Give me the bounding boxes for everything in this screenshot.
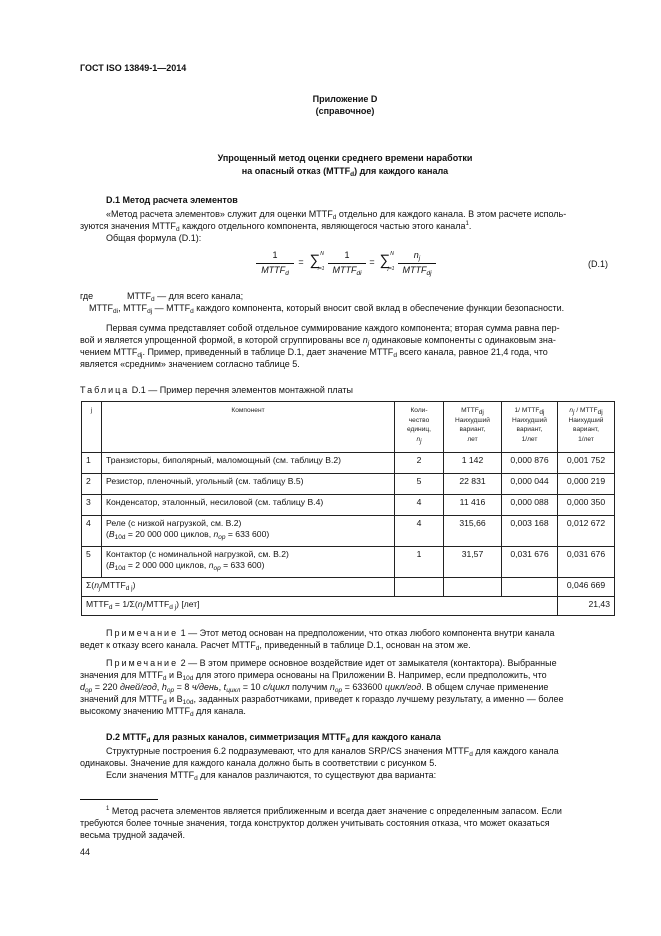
components-table [81, 401, 615, 616]
cell-inverse: 0,003 168 [502, 516, 558, 547]
note-2-line2: значения для $MTTF_d$ и $B_{10d}$ для этого примера основаны на Приложении В. Например, если предположить, что [80, 670, 547, 682]
cell-j: 5 [82, 547, 102, 578]
cell-inverse: 0,031 676 [502, 547, 558, 578]
cell-count: 2 [395, 453, 444, 474]
paragraph-line: Первая сумма представляет собой отдельное суммирование каждого компонента; вторая сумма равна пер- [106, 323, 560, 333]
note-1-line2: ведет к отказу всего канала. Расчет $MTTF_d$, приведенный в таблице D.1, основан на этом же. [80, 640, 471, 652]
table-row [82, 516, 615, 547]
formula-numerator: 1 [272, 250, 278, 260]
sum-symbol: ∑ [309, 252, 321, 269]
annex-subtitle: (справочное) [315, 106, 375, 116]
cell-count: 4 [395, 495, 444, 516]
cell-ratio: 0,000 219 [558, 474, 615, 495]
cell-mttf: 315,66 [444, 516, 502, 547]
table-row [82, 547, 615, 578]
cell-j: 4 [82, 516, 102, 547]
document-header: ГОСТ ISO 13849-1—2014 [80, 63, 187, 73]
footnote-separator [80, 799, 158, 800]
cell-count: 5 [395, 474, 444, 495]
cell-component: Транзисторы, биполярный, маломощный (см. таблицу В.2) [102, 453, 395, 474]
cell-component: Реле (с низкой нагрузкой, см. В.2) ($B_{10d} = 20$ 000 000 циклов, $n_{op} = 633$ 600) [102, 516, 395, 547]
header-j: j [82, 402, 102, 453]
table-row [82, 474, 615, 495]
paragraph-line: Структурные построения 6.2 подразумевают, что для каналов SRP/CS значения $MTTF_d$ для каждого канала [106, 746, 559, 758]
cell-ratio: 0,031 676 [558, 547, 615, 578]
table-header-row [82, 402, 615, 453]
total-value: 21,43 [558, 597, 615, 616]
section-d2-title: D.2 $MTTF_d$ для разных каналов, симметризация $MTTF_d$ для каждого канала [106, 732, 441, 744]
header-mttf: $MTTF_{dj}$ Наихудший вариант, лет [444, 402, 502, 453]
note-1: Примечание 1 — Этот метод основан на предположении, что отказ любого компонента внутри канала [106, 628, 555, 638]
page-number: 44 [80, 847, 91, 857]
cell-j: 3 [82, 495, 102, 516]
paragraph-line: Если значения $MTTF_d$ для каналов различаются, то существуют два варианта: [106, 770, 437, 782]
cell-inverse: 0,000 044 [502, 474, 558, 495]
paragraph-line: «Метод расчета элементов» служит для оценки $MTTF_d$ отдельно для каждого канала. В этом расчете исполь- [106, 209, 567, 221]
cell-inverse: 0,000 876 [502, 453, 558, 474]
formula-intro: Общая формула (D.1): [106, 233, 202, 243]
table-row [82, 453, 615, 474]
header-inverse-mttf: 1/ $MTTF_{dj}$ Наихудший вариант, 1/лет [502, 402, 558, 453]
sum-symbol: ∑ [379, 252, 391, 269]
cell-count: 1 [395, 547, 444, 578]
note-2-line5: высокому значению $MTTF_d$ для канала. [80, 706, 246, 718]
paragraph-line: вой и является упрощенной формой, в которой сгруппированы все $n_j$ одинаковые компоненты с одинаковым зна- [80, 335, 556, 347]
footnote-line2: требуются более точные значения, тогда конструктор должен учитывать состояния отказа, что может оказаться [80, 818, 550, 828]
definition-mttf-di: $MTTF_{di}$, $MTTF_{dj}$ — $MTTF_d$ каждого компонента, который вносит свой вклад в обеспечение функции безопасности. [89, 303, 565, 315]
cell-j: 1 [82, 453, 102, 474]
where-label: где [80, 291, 94, 301]
annex-heading-line2: на опасный отказ $(MTTF_d)$ для каждого канала [241, 166, 449, 178]
cell-mttf: 1 142 [444, 453, 502, 474]
header-component: Компонент [102, 402, 395, 453]
paragraph-line: чением $MTTF_{dj}$. Пример, приведенный в таблице D.1, дает значение $MTTF_d$ всего канала, равное 21,4 года, что [80, 347, 548, 359]
cell-ratio: 0,001 752 [558, 453, 615, 474]
table-row [82, 495, 615, 516]
annex-heading-line1: Упрощенный метод оценки среднего времени наработки [217, 153, 473, 163]
cell-mttf: 31,57 [444, 547, 502, 578]
section-d1-title: D.1 Метод расчета элементов [106, 195, 238, 205]
cell-count: 4 [395, 516, 444, 547]
definition-mttf-d: $MTTF_d$ — для всего канала; [127, 291, 244, 303]
cell-component: Контактор (с номинальной нагрузкой, см. В.2) ($B_{10d} = 2$ 000 000 циклов, $n_{op} = 633$ 600) [102, 547, 395, 578]
sum-label: $\Sigma(n_j/MTTF_{d j})$ [82, 578, 395, 597]
header-count: Коли- чество единиц, $n_j$ [395, 402, 444, 453]
total-label: $MTTF_d$ = $1/\Sigma(n_j/MTTF_{d j})$ [лет] [82, 597, 558, 616]
header-ratio: $n_j$ / $MTTF_{dj}$ Наихудший вариант, 1/лет [558, 402, 615, 453]
annex-title: Приложение D [312, 94, 378, 104]
note-2-line3: $d_{op} = 220$ дней/год, $h_{op} = 8$ ч/день, $t_{цикл} = 10$ с/цикл получим $n_{op} = 633600$ цикл/год. В общем случае применение [80, 682, 549, 694]
formula-d1: 1 $MTTF_d$ = ∑ N i=1 1 $MTTF_{di}$ = ∑ N j=1 $n_j$ $MTTF_{dj}$ [256, 248, 456, 288]
sum-value: 0,046 669 [558, 578, 615, 597]
cell-inverse: 0,000 088 [502, 495, 558, 516]
cell-component: Конденсатор, эталонный, несиловой (см. таблицу В.4) [102, 495, 395, 516]
note-2-line4: значений для $MTTF_d$ и $B_{10d}$, заданных разработчиками, приведет к гораздо лучшему результату, а именно — более [80, 694, 564, 706]
note-2: Примечание 2 — В этом примере основное воздействие идет от замыкателя (контактора). Выбранные [106, 658, 557, 668]
footnote: $^1$ Метод расчета элементов является приближенным и всегда дает значение с определенным запасом. Если [106, 806, 562, 816]
table-sum-row [82, 578, 615, 597]
cell-j: 2 [82, 474, 102, 495]
formula-number: (D.1) [588, 259, 608, 269]
cell-ratio: 0,000 350 [558, 495, 615, 516]
cell-ratio: 0,012 672 [558, 516, 615, 547]
cell-mttf: 22 831 [444, 474, 502, 495]
cell-mttf: 11 416 [444, 495, 502, 516]
cell-component: Резистор, пленочный, угольный (см. таблицу В.5) [102, 474, 395, 495]
paragraph-line: зуются значения $MTTF_d$ каждого отдельного компонента, являющегося частью этого канала$^1$. [80, 221, 472, 233]
footnote-line3: весьма трудной задачей. [80, 830, 185, 840]
paragraph-line: одинаковы. Значение для каждого канала должно быть в соответствии с рисунком 5. [80, 758, 437, 768]
formula-denominator: $MTTF_d$ [261, 265, 289, 277]
table-caption: Таблица D.1 — Пример перечня элементов монтажной платы [80, 385, 353, 395]
paragraph-line: является «средним» значением согласно таблице 5. [80, 359, 300, 369]
table-total-row [82, 597, 615, 616]
